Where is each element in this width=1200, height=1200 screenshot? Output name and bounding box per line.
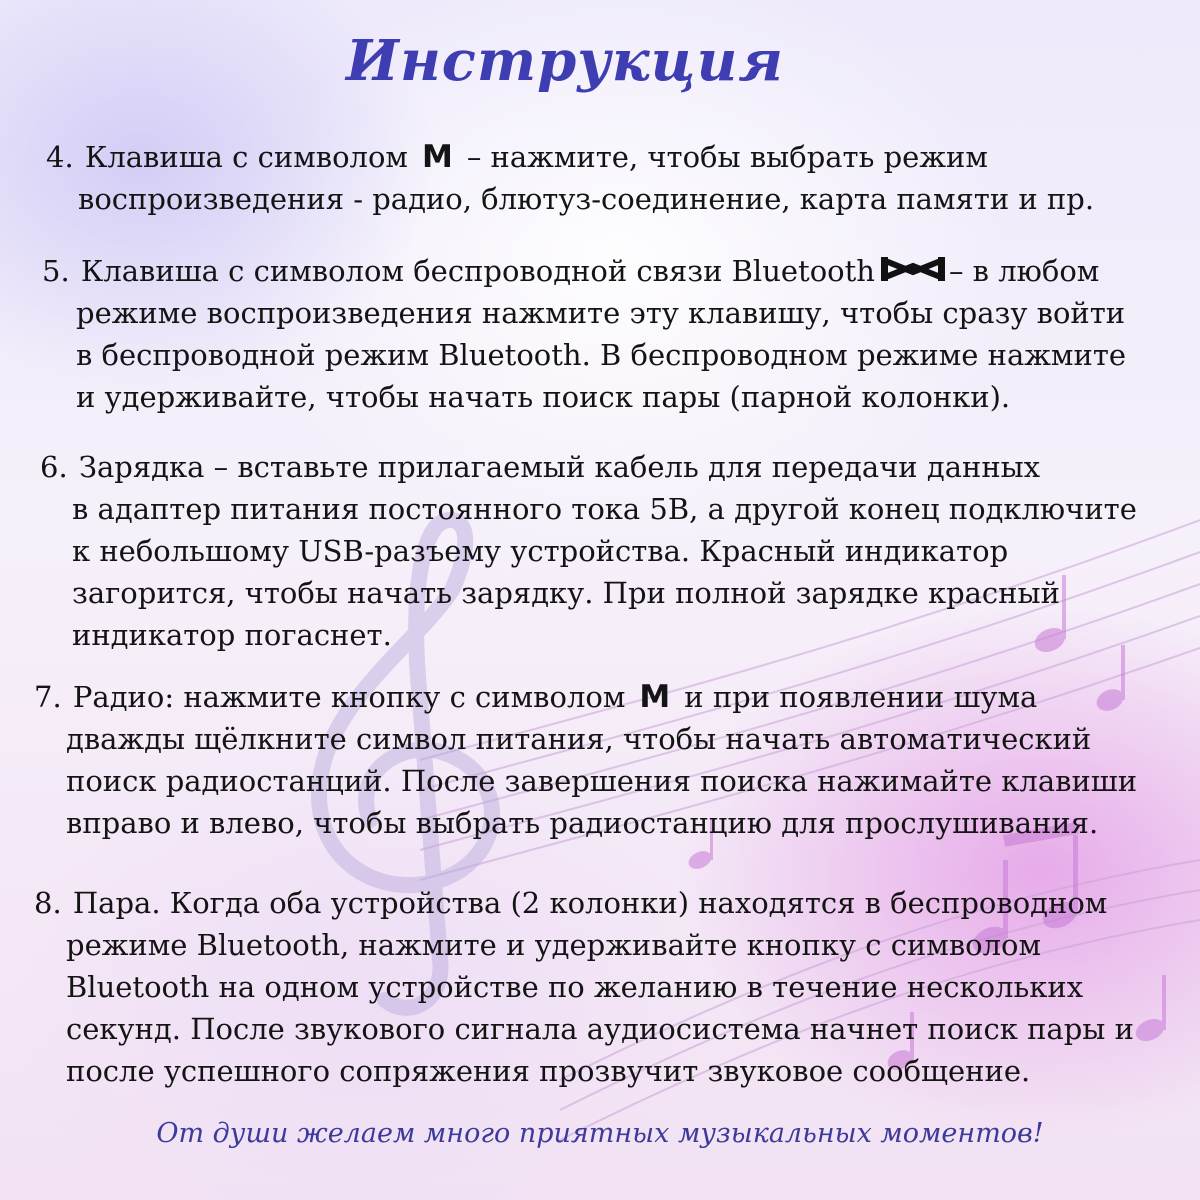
instruction-item-6: 6. Зарядка – вставьте прилагаемый кабель для передачи данных в адаптер питания постоянного тока 5В, а другой конец подключите к небольшому USB-разъему устройства. Красный индикатор загорится, чтобы начать зарядку. При полной зарядке красный индикатор погаснет. [40, 446, 1137, 656]
instruction-item-5: 5. Клавиша с символом беспроводной связи Bluetooth – в любом режиме воспроизведения нажмите эту клавишу, чтобы сразу войти в беспроводной режим Bluetooth. В беспроводном режиме нажмите и удерживайте, чтобы начать поиск пары (парной колонки). [42, 250, 1126, 418]
item-5-line-1: 5. Клавиша с символом беспроводной связи Bluetooth – в любом [42, 254, 1100, 288]
instruction-item-7: 7. Радио: нажмите кнопку с символом M и при появлении шума дважды щёлкните символ питания, чтобы начать автоматический поиск радиостанций. После завершения поиска нажимайте клавиши вправо и влево, чтобы выбрать радиостанцию для прослушивания. [34, 676, 1137, 844]
item-number: 7. [34, 680, 62, 714]
item-7-line-1: 7. Радио: нажмите кнопку с символом M и при появлении шума [34, 676, 1137, 718]
item-number: 8. [34, 886, 62, 920]
item-4-line-1: 4. Клавиша с символом M – нажмите, чтобы выбрать режим [46, 136, 1094, 178]
page-title: Инструкция [346, 28, 784, 94]
item-number: 6. [40, 450, 68, 484]
mode-m-icon: M [639, 679, 671, 715]
instruction-item-8: 8. Пара. Когда оба устройства (2 колонки) находятся в беспроводном режиме Bluetooth, нажмите и удерживайте кнопку с символом Bluetooth на одном устройстве по желанию в течение нескольких секунд. После звукового сигнала аудиосистема начнет поиск пары и после успешного сопряжения прозвучит звуковое сообщение. [34, 882, 1134, 1092]
item-number: 5. [42, 254, 70, 288]
item-8-line-1: 8. Пара. Когда оба устройства (2 колонки) находятся в беспроводном [34, 886, 1108, 920]
mode-m-icon: M [421, 139, 453, 175]
item-number: 4. [46, 140, 74, 174]
bluetooth-icon [879, 254, 947, 284]
closing-wish: От души желаем много приятных музыкальных моментов! [156, 1118, 1044, 1149]
instruction-item-4: 4. Клавиша с символом M – нажмите, чтобы выбрать режим воспроизведения - радио, блютуз-соединение, карта памяти и пр. [46, 136, 1094, 220]
item-6-line-1: 6. Зарядка – вставьте прилагаемый кабель для передачи данных [40, 450, 1041, 484]
